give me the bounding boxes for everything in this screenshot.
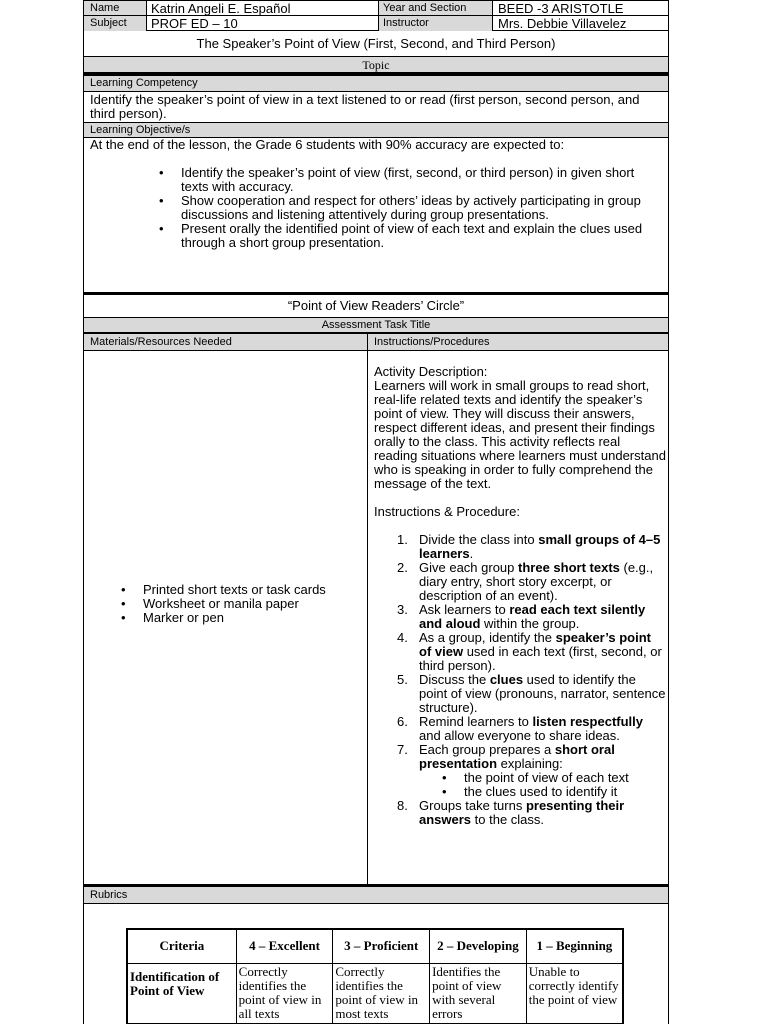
objectives-row	[83, 137, 669, 292]
procedure-list	[374, 533, 666, 827]
year-value: BEED -3 ARISTOTLE	[498, 1, 624, 16]
instructions-content	[374, 365, 666, 827]
year-value-cell	[493, 1, 668, 16]
objectives-label: Learning Objective/s	[90, 124, 191, 136]
assessment-title: “Point of View Readers’ Circle”	[287, 298, 465, 313]
rubric-criterion: Identification of Point of View	[127, 963, 236, 1023]
activity-text: Learners will work in small groups to read short, real-life related texts and identify the speaker’s point of view. They will discuss their answers, respect different ideas, and present their findings orally to the class. This activity reflects real reading situations where learners must understand who is speaking in order to fully comprehend the message of the text.	[374, 378, 666, 491]
activity-heading: Activity Description:	[374, 364, 488, 379]
presentation-subitem: • the clues used to identify it	[464, 785, 666, 799]
name-label-cell	[84, 1, 147, 16]
name-label: Name	[90, 2, 120, 14]
subject-value: PROF ED – 10	[151, 16, 238, 31]
procedure-step: 4. As a group, identify the speaker’s point of view used in each text (first, second, or third person).	[397, 630, 662, 673]
name-value-cell	[147, 1, 379, 16]
rubric-header: Criteria	[127, 929, 236, 963]
topic-label: Topic	[362, 58, 390, 72]
instructor-label: Instructor	[383, 17, 429, 29]
material-item: • Printed short texts or task cards	[143, 583, 363, 597]
materials-list	[143, 583, 363, 625]
objective-item: • Present orally the identified point of view of each text and explain the clues used through a short group presentation.	[181, 222, 661, 250]
procedure-step: 6. Remind learners to listen respectfully and allow everyone to share ideas.	[397, 714, 643, 743]
columns-body-row	[83, 350, 669, 884]
rubric-header: 3 – Proficient	[333, 929, 430, 963]
rubrics-label-row	[83, 887, 669, 903]
column-divider	[367, 351, 368, 885]
name-value: Katrin Angeli E. Español	[151, 1, 291, 16]
procedure-step: 1. Divide the class into small groups of 4–5 learners.	[397, 532, 661, 561]
rubric-header: 4 – Excellent	[236, 929, 333, 963]
procedure-step: 3. Ask learners to read each text silently and aloud within the group.	[397, 602, 646, 631]
materials-label: Materials/Resources Needed	[90, 336, 232, 348]
subject-label: Subject	[90, 17, 127, 29]
objectives-list	[181, 166, 661, 250]
presentation-sublist	[419, 771, 666, 799]
rubric-cell: Correctly identifies the point of view in most texts	[333, 963, 430, 1023]
year-label-cell	[379, 1, 493, 16]
procedure-heading: Instructions & Procedure:	[374, 504, 520, 519]
procedure-step: 8. Groups take turns presenting their answers to the class.	[397, 798, 625, 827]
rubric-table	[126, 928, 624, 1024]
topic-row	[83, 31, 669, 56]
assessment-row	[83, 295, 669, 317]
rubric-cell: Unable to correctly identify the point of view	[526, 963, 623, 1023]
rubric-cell: Correctly identifies the point of view in all texts	[236, 963, 333, 1023]
rubrics-label: Rubrics	[90, 889, 128, 901]
competency-label-row	[83, 76, 669, 91]
competency-text: Identify the speaker’s point of view in a text listened to or read (first person, second person, and third person).	[90, 92, 640, 121]
rubric-header: 1 – Beginning	[526, 929, 623, 963]
lesson-plan-document	[83, 0, 669, 1024]
rubric-header-row	[127, 929, 623, 963]
procedure-step: 5. Discuss the clues used to identify the point of view (pronouns, narrator, sentence structure).	[397, 672, 666, 715]
topic-value: The Speaker’s Point of View (First, Second, and Third Person)	[196, 36, 556, 51]
topic-label-row	[83, 56, 669, 72]
presentation-subitem: • the point of view of each text	[464, 771, 666, 785]
rubrics-body	[83, 903, 669, 1024]
material-item: • Marker or pen	[143, 611, 363, 625]
subject-value-cell	[147, 16, 379, 31]
instructions-label: Instructions/Procedures	[374, 336, 490, 348]
rubric-row	[127, 963, 623, 1023]
material-item: • Worksheet or manila paper	[143, 597, 363, 611]
competency-label: Learning Competency	[90, 77, 198, 89]
assessment-label: Assessment Task Title	[321, 319, 431, 331]
rubric-header: 2 – Developing	[430, 929, 527, 963]
instructor-value: Mrs. Debbie Villavelez	[498, 16, 627, 31]
assessment-label-row	[83, 317, 669, 332]
objectives-label-row	[83, 122, 669, 137]
column-divider	[367, 334, 368, 350]
instructor-label-cell	[379, 16, 493, 31]
instructor-value-cell	[493, 16, 668, 31]
procedure-step: 7. Each group prepares a short oral presentation explaining: • the point of view of each text • the clues used to identify it	[419, 743, 666, 799]
header-table	[83, 0, 669, 31]
subject-label-cell	[84, 16, 147, 31]
year-label: Year and Section	[383, 2, 467, 14]
objective-item: • Show cooperation and respect for others’ ideas by actively participating in group discussions and listening attentively during group presentations.	[181, 194, 661, 222]
columns-header-row	[83, 334, 669, 350]
objective-item: • Identify the speaker’s point of view (first, second, or third person) in given short texts with accuracy.	[181, 166, 661, 194]
procedure-step: 2. Give each group three short texts (e.g., diary entry, short story excerpt, or description of an event).	[397, 560, 654, 603]
rubric-cell: Identifies the point of view with several errors	[430, 963, 527, 1023]
competency-row	[83, 91, 669, 122]
objectives-intro: At the end of the lesson, the Grade 6 students with 90% accuracy are expected to:	[90, 137, 565, 152]
